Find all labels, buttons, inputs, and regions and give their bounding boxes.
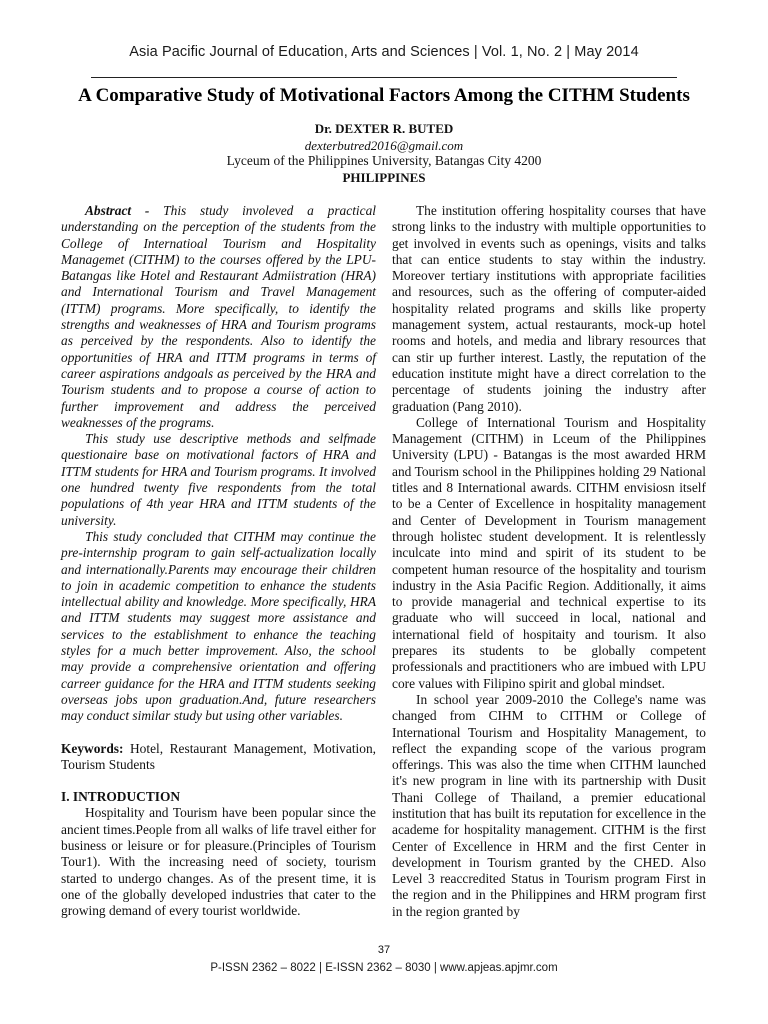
article-title: A Comparative Study of Motivational Factors Among the CITHM Students <box>78 85 690 106</box>
introduction-heading: I. INTRODUCTION <box>61 789 181 805</box>
keywords <box>61 741 376 774</box>
body-paragraph-1: The institution offering hospitality courses that have strong links to the industry with multiple opportunities to get involved in events such as openings, visits and talks that can entice students to stay within the industry. Moreover tertiary institutions with appropriate facilities and resources, such as the offering of computer-aided hospitality related programs and skills like property management system, actual restaurants, mock-up hotel rooms and hotels, and media and library resources that can stir up further interest. Lastly, the reputation of the education institute might have a direct correlation to the percentage of students joining the industry after graduation (Pang 2010). <box>392 203 706 414</box>
body-paragraph-3: In school year 2009-2010 the College's name was changed from CIHM to CITHM or College of International Tourism and Hospitality Management, to reflect the expanding scope of the various program offerings. This was also the time when CITHM launched it's new program in line with its partnership with Dusit Thani College of Thailand, a premier educational institution that has built its reputation for excellence in the academe for hospitality management. CITHM is the first Center of Excellence in HRM and the first Center in development in Tourism granted by the CHED. Also Level 3 reaccredited Status in Tourism program First in the region and in the Philippines and HRM program first in the region granted by <box>392 691 706 919</box>
abstract-label: Abstract - <box>85 203 150 218</box>
keywords-label: Keywords: <box>61 740 124 756</box>
keywords-text: Hotel, Restaurant Management, Motivation, Tourism Students <box>61 740 376 772</box>
body-paragraph-2: College of International Tourism and Hospitality Management (CITHM) in Lceum of the Philippines University (LPU) - Batangas is the most awarded HRM and Tourism school in the Philippines holding 29 National titles and 8 International awards. CITHM envisiosn itself to be a Center of Excellence in hospitality management and Center of Development in Tourism management through holistec student development. It is relentlessly inculcate into mind and spirit of its student to be competent human resource of the hospitality and tourism industry in the Asia Pacific Region. Additionally, it aims to provide managerial and technical expertise to its graduate who will succeed in local, national and international field of hospitaity and tourism. It also prepares its students to be globally competent professionals and practitioners who are imbued with LPU core values with Filipino spirit and global mindset. <box>392 414 706 691</box>
author-name: Dr. DEXTER R. BUTED <box>314 121 454 136</box>
journal-header: Asia Pacific Journal of Education, Arts and Sciences | Vol. 1, No. 2 | May 2014 <box>129 44 639 60</box>
right-column <box>392 203 706 920</box>
header-divider <box>91 77 677 78</box>
page-number: 37 <box>377 944 391 956</box>
abstract-paragraph-3: This study concluded that CITHM may continue the pre-internship program to gain self-actualization locally and internationally.Parents may encourage their children to join in academic competition to enhance the students intellectual ability and knowledge. More specifically, HRA and ITTM students may suggest more assistance and services to the establishment to enhance the teaching styles for a much better improvement. Also, the school may provide a comprehensive orientation and offering carreer guidance for the HRA and ITTM students seeking overseas jobs upon graduation.And, future researchers may conduct similar study but using other variables. <box>61 528 376 724</box>
introduction-paragraph-1: Hospitality and Tourism have been popular since the ancient times.People from all walks of life travel either for business or leisure or for pleasure.(Principles of Tourism Tour1). With the increasing need of society, tourism started to undergo changes. As of the present time, it is one of the globally developed industries that cater to the growing demand of every tourist worldwide. <box>61 805 376 919</box>
abstract-paragraph-1 <box>61 203 376 431</box>
abstract-text-1: This study involeved a practical understanding on the perception of the students from the College of Internatioal Tourism and Hospitality Managemet (CITHM) to the courses offered by the LPU-Batangas like Hotel and Restaurant Admiistration (HRA) and International Tourism and Travel Management (ITTM) programs. More specifically, to identify the strengths and weaknesses of HRA and Tourism programs as perceived by the respondents. Also to identify the opportunities of HRA and ITTM programs in terms of career aspirations andgoals as perceived by the HRA and Tourism students and to propose a course of action to further improvement and address the perceived weaknesses of the programs. <box>61 203 376 430</box>
author-email: dexterbutred2016@gmail.com <box>304 138 464 153</box>
author-affiliation: Lyceum of the Philippines University, Batangas City 4200 <box>226 153 542 168</box>
footer-issn: P-ISSN 2362 – 8022 | E-ISSN 2362 – 8030 | www.apjeas.apjmr.com <box>210 962 558 974</box>
abstract-section <box>61 203 376 725</box>
left-column <box>61 203 376 919</box>
abstract-paragraph-2: This study use descriptive methods and selfmade questionaire base on motivational factors of HRA and ITTM students for HRA and Tourism programs. It involved one hundred twenty five respondents from the total populations of 4th year HRA and ITTM students of the university. <box>61 431 376 528</box>
author-country: PHILIPPINES <box>342 170 426 185</box>
